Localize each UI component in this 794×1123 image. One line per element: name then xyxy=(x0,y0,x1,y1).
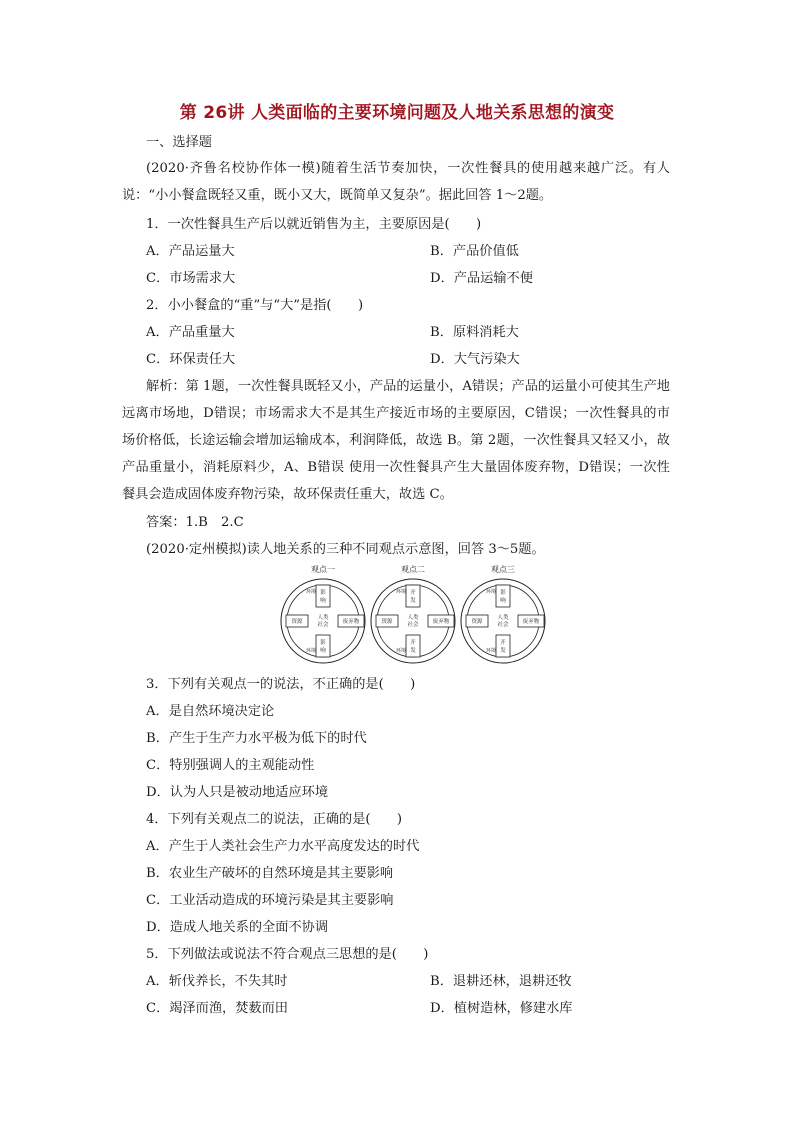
right-box-text: 废弃物 xyxy=(432,619,450,625)
bottom-side-text: 环境 xyxy=(395,648,407,654)
top-arrow-text-1: 影 xyxy=(320,590,326,596)
question-1-option-d: D．产品运输不便 xyxy=(430,271,533,286)
question-5-option-d: D．植树造林，修建水库 xyxy=(430,1001,573,1016)
bottom-arrow-text-1: 开 xyxy=(410,640,416,646)
panel-label: 观点二 xyxy=(401,565,425,574)
question-5-option-c: C．竭泽而渔，焚薮而田 xyxy=(146,1001,288,1016)
question-2-option-b: B．原料消耗大 xyxy=(430,325,519,340)
answer-line: 答案：1.B 2.C xyxy=(146,515,244,530)
analysis-paragraph: 解析：第 1题，一次性餐具既轻又小，产品的运量小，A错误；产品的运量小可使其生产地远离市场地，D错误；市场需求大不是其生产接近市场的主要原因，C错误；一次性餐具的市场价格低，长途运输会增加运输成本，利润降低，故选 B。第 2题，一次性餐具又轻又小，故产品重量小，消耗原料少，A、B错误 使用一次性餐具产生大量固体废弃物，D错误；一次性餐具会造成固体废弃物污染，故环保责任重大，故选 C。 xyxy=(122,379,670,502)
diagram-panel-3 xyxy=(461,564,545,663)
center-text-1: 人类 xyxy=(497,615,509,621)
question-2-option-a: A．产品重量大 xyxy=(146,325,235,340)
panel-label: 观点一 xyxy=(311,565,335,574)
question-5-stem: 5．下列做法或说法不符合观点三思想的是( ) xyxy=(146,947,429,962)
question-2-option-d: D．大气污染大 xyxy=(430,352,520,367)
left-box-text: 资源 xyxy=(291,619,303,625)
question-3-option-a: A．是自然环境决定论 xyxy=(146,704,275,719)
bottom-arrow-text-1: 影 xyxy=(320,640,326,646)
question-1-option-b: B．产品价值低 xyxy=(430,244,519,259)
top-side-text: 环境 xyxy=(395,589,407,595)
left-box-text: 资源 xyxy=(381,619,393,625)
question-3-option-b: B．产生于生产力水平极为低下的时代 xyxy=(146,731,367,746)
page-title: 第 26讲 人类面临的主要环境问题及人地关系思想的演变 xyxy=(179,103,615,123)
top-arrow-text-2: 响 xyxy=(320,598,326,604)
human-earth-relationship-diagram xyxy=(278,563,548,668)
bottom-arrow-text-2: 发 xyxy=(410,648,416,654)
bottom-arrow-text-2: 发 xyxy=(500,648,506,654)
top-arrow-text-1: 开 xyxy=(410,590,416,596)
question-3-option-c: C．特别强调人的主观能动性 xyxy=(146,758,315,773)
question-1-stem: 1．一次性餐具生产后以就近销售为主，主要原因是( ) xyxy=(146,217,482,232)
top-arrow-text-2: 响 xyxy=(500,598,506,604)
question-5-option-a: A．斩伐养长，不失其时 xyxy=(146,974,288,989)
question-1-option-a: A．产品运量大 xyxy=(146,244,235,259)
question-4-stem: 4．下列有关观点二的说法，正确的是( ) xyxy=(146,812,403,827)
center-text-1: 人类 xyxy=(317,615,329,621)
panel-label: 观点三 xyxy=(491,565,515,574)
intro-paragraph-1: (2020·齐鲁名校协作体一模)随着生活节奏加快，一次性餐具的使用越来越广泛。有人说：“小小餐盒既轻又重，既小又大，既简单又复杂”。据此回答 1～2题。 xyxy=(122,161,670,203)
top-side-text: 环境 xyxy=(305,589,317,595)
question-4-option-d: D．造成人地关系的全面不协调 xyxy=(146,920,329,935)
bottom-side-text: 环境 xyxy=(305,648,317,654)
center-text-1: 人类 xyxy=(407,615,419,621)
bottom-side-text: 环境 xyxy=(485,648,497,654)
section-heading: 一、选择题 xyxy=(146,135,212,150)
center-text-2: 社会 xyxy=(317,622,329,628)
question-3-option-d: D．认为人只是被动地适应环境 xyxy=(146,785,329,800)
question-1-option-c: C．市场需求大 xyxy=(146,271,236,286)
question-4-option-c: C．工业活动造成的环境污染是其主要影响 xyxy=(146,893,394,908)
question-5-option-b: B．退耕还林，退耕还牧 xyxy=(430,974,572,989)
top-arrow-text-1: 影 xyxy=(500,590,506,596)
question-2-stem: 2．小小餐盒的“重”与“大”是指( ) xyxy=(146,298,364,313)
question-3-stem: 3．下列有关观点一的说法，不正确的是( ) xyxy=(146,677,416,692)
center-text-2: 社会 xyxy=(407,622,419,628)
intro-paragraph-2: (2020·定州模拟)读人地关系的三种不同观点示意图，回答 3～5题。 xyxy=(146,542,545,557)
right-box-text: 废弃物 xyxy=(342,619,360,625)
diagram-panel-1 xyxy=(281,564,365,663)
question-4-option-a: A．产生于人类社会生产力水平高度发达的时代 xyxy=(146,839,420,854)
bottom-arrow-text-2: 响 xyxy=(320,648,326,654)
right-box-text: 废弃物 xyxy=(522,619,540,625)
top-arrow-text-2: 发 xyxy=(410,598,416,604)
top-side-text: 环境 xyxy=(485,589,497,595)
question-4-option-b: B．农业生产破坏的自然环境是其主要影响 xyxy=(146,866,394,881)
diagram-panel-2 xyxy=(371,564,455,663)
bottom-arrow-text-1: 开 xyxy=(500,640,506,646)
left-box-text: 资源 xyxy=(471,619,483,625)
center-text-2: 社会 xyxy=(497,622,509,628)
question-2-option-c: C．环保责任大 xyxy=(146,352,236,367)
